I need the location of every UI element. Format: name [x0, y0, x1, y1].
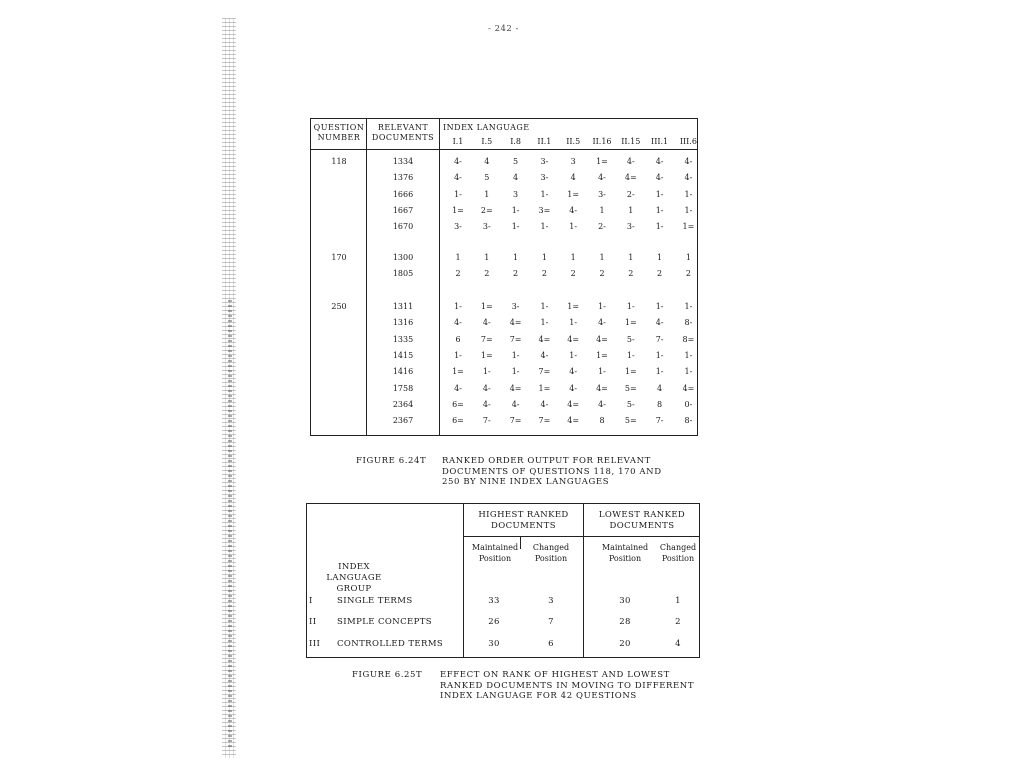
rank-value: 4- — [540, 350, 549, 360]
header-line: DOCUMENTS — [609, 521, 675, 531]
subheader-line: Position — [608, 554, 642, 563]
column-header: II.16 — [592, 137, 612, 146]
group-name: CONTROLLED TERMS — [337, 639, 444, 649]
figure-6-24t-label: FIGURE 6.24T — [356, 456, 427, 466]
rank-value: 7= — [538, 416, 551, 426]
header-question-line: NUMBER — [317, 133, 361, 142]
rank-value: 5- — [626, 399, 635, 409]
rank-value: 1- — [684, 350, 693, 360]
rank-value: 8- — [684, 416, 693, 426]
header-relevant-documents — [368, 123, 438, 143]
rank-value: 1= — [596, 157, 608, 166]
rank-value: 1- — [655, 350, 664, 360]
rank-value: 4 — [657, 383, 663, 393]
rank-value: 0- — [684, 399, 693, 409]
header-relevant-line: RELEVANT — [377, 123, 429, 132]
rank-value: 1- — [626, 350, 635, 360]
rank-value: 2 — [484, 269, 490, 279]
count-value: 2 — [675, 617, 681, 627]
rank-value: 6 — [455, 334, 461, 344]
rank-value: 1- — [569, 222, 578, 232]
rank-value: 4= — [682, 383, 695, 393]
count-value: 33 — [488, 596, 500, 606]
count-value: 30 — [488, 639, 500, 649]
header-line: DOCUMENTS — [491, 521, 556, 531]
rank-value: 3- — [482, 222, 491, 232]
rank-value: 1- — [540, 318, 549, 328]
header-lowest-ranked — [584, 510, 700, 532]
relevant-document-id: 1667 — [392, 205, 414, 215]
rank-value: 8 — [599, 416, 605, 426]
rank-value: 8 — [657, 399, 663, 409]
header-divider — [311, 149, 697, 150]
rank-value: 8- — [684, 318, 693, 328]
rank-value: 2 — [628, 269, 634, 279]
rank-value: 4- — [598, 399, 606, 409]
rank-value: 4- — [482, 383, 491, 393]
subheader-maintained-lowest — [597, 542, 653, 564]
group-number: I — [309, 596, 313, 606]
rank-value: 4= — [624, 173, 637, 183]
rank-value: 4- — [569, 367, 578, 377]
rank-value: 5= — [624, 416, 637, 426]
header-line: GROUP — [336, 584, 372, 594]
subheader-changed-lowest — [655, 542, 701, 564]
rank-value: 2 — [455, 269, 461, 279]
column-divider — [439, 119, 440, 435]
rank-value: 1- — [569, 350, 578, 360]
column-header: I.5 — [481, 137, 493, 146]
rank-value: 4= — [567, 399, 580, 409]
column-header: I.1 — [452, 137, 464, 146]
rank-value: 1= — [538, 383, 551, 393]
count-value: 20 — [619, 639, 631, 649]
relevant-document-id: 1758 — [392, 383, 414, 393]
subheader-line: Position — [534, 554, 568, 563]
rank-value: 1= — [480, 350, 493, 360]
rank-value: 1- — [511, 205, 520, 215]
rank-value: 1 — [484, 189, 490, 199]
rank-value: 4- — [655, 157, 664, 166]
subheader-line: Position — [478, 554, 512, 563]
rank-value: 1 — [484, 253, 490, 262]
header-line: LOWEST RANKED — [598, 510, 686, 520]
subheader-line: Changed — [659, 543, 697, 552]
rank-value: 2 — [570, 269, 576, 279]
caption-line: RANKED DOCUMENTS IN MOVING TO DIFFERENT — [440, 680, 695, 691]
rank-value: 1- — [684, 189, 693, 199]
rank-value: 4= — [596, 383, 608, 393]
rank-value: 4 — [570, 173, 576, 183]
rank-value: 1= — [567, 302, 580, 311]
column-header: III.6 — [679, 137, 697, 146]
rank-value: 2= — [480, 205, 493, 215]
rank-value: 4= — [567, 416, 580, 426]
count-value: 7 — [548, 617, 554, 627]
rank-value: 4- — [482, 318, 491, 328]
caption-line: 250 BY NINE INDEX LANGUAGES — [442, 477, 610, 487]
rank-value: 4- — [684, 173, 693, 183]
rank-value: 7- — [655, 416, 664, 426]
rank-value: 1 — [657, 253, 663, 262]
rank-value: 2 — [685, 269, 691, 279]
rank-value: 3- — [540, 173, 549, 183]
rank-effect-table — [306, 503, 700, 658]
relevant-document-id: 1311 — [392, 302, 414, 311]
rank-value: 1- — [511, 350, 520, 360]
rank-value: 4- — [482, 399, 491, 409]
rank-value: 1= — [480, 302, 493, 311]
rank-value: 4- — [569, 383, 578, 393]
header-divider — [463, 536, 699, 537]
rank-value: 5 — [513, 157, 519, 166]
rank-value: 1- — [655, 367, 664, 377]
rank-value: 4- — [454, 383, 462, 393]
rank-value: 3- — [511, 302, 520, 311]
rank-value: 1- — [598, 367, 606, 377]
rank-value: 1- — [684, 302, 693, 311]
rank-value: 4= — [567, 334, 580, 344]
group-number: II — [309, 617, 317, 627]
rank-value: 1- — [655, 189, 664, 199]
rank-value: 2 — [513, 269, 519, 279]
rank-value: 1 — [570, 253, 576, 262]
rank-value: 4- — [569, 205, 578, 215]
rank-value: 3- — [454, 222, 462, 232]
rank-value: 1= — [596, 350, 608, 360]
rank-value: 1- — [454, 302, 462, 311]
figure-6-25t-label: FIGURE 6.25T — [352, 670, 423, 680]
rank-value: 1- — [540, 222, 549, 232]
rank-value: 3- — [598, 189, 606, 199]
relevant-document-id: 1415 — [392, 350, 414, 360]
rank-value: 1= — [682, 222, 695, 232]
figure-6-24t-caption — [442, 456, 662, 488]
rank-value: 4= — [509, 318, 522, 328]
subheader-line: Maintained — [471, 543, 519, 552]
rank-value: 1 — [628, 205, 634, 215]
rank-value: 1 — [685, 253, 691, 262]
rank-value: 1= — [624, 318, 637, 328]
rank-value: 5 — [484, 173, 490, 183]
rank-value: 7- — [655, 334, 664, 344]
rank-value: 2- — [598, 222, 606, 232]
rank-value: 1- — [454, 189, 462, 199]
subheader-line: Changed — [532, 543, 570, 552]
rank-value: 1- — [598, 302, 606, 311]
rank-value: 4- — [655, 173, 664, 183]
header-question-number — [313, 123, 365, 143]
rank-value: 1 — [455, 253, 461, 262]
header-index-language-group — [311, 562, 397, 595]
rank-value: 3= — [538, 205, 551, 215]
rank-value: 1= — [452, 367, 464, 377]
rank-value: 4- — [598, 173, 606, 183]
rank-value: 1- — [684, 205, 693, 215]
rank-value: 4- — [655, 318, 664, 328]
rank-value: 2 — [657, 269, 663, 279]
column-header: II.5 — [566, 137, 581, 146]
rank-value: 5= — [624, 383, 637, 393]
rank-value: 4- — [454, 157, 462, 166]
relevant-document-id: 2364 — [392, 399, 414, 409]
relevant-document-id: 1316 — [392, 318, 414, 328]
rank-value: 4= — [538, 334, 551, 344]
rank-value: 7= — [538, 367, 551, 377]
rank-value: 3- — [540, 157, 549, 166]
page-number: - 242 - — [488, 24, 519, 34]
rank-value: 1 — [628, 253, 634, 262]
relevant-document-id: 1376 — [392, 173, 414, 183]
count-value: 30 — [619, 596, 631, 606]
rank-value: 5- — [626, 334, 635, 344]
rank-value: 3 — [570, 157, 576, 166]
figure-6-25t-caption — [440, 670, 694, 702]
rank-value: 1- — [655, 205, 664, 215]
count-value: 1 — [675, 596, 681, 606]
rank-value: 4- — [598, 318, 606, 328]
rank-value: 6= — [452, 416, 464, 426]
rank-value: 7- — [482, 416, 491, 426]
rank-value: 1= — [624, 367, 637, 377]
relevant-document-id: 1805 — [392, 269, 414, 279]
rank-value: 7= — [509, 416, 522, 426]
rank-value: 2- — [626, 189, 635, 199]
caption-line: EFFECT ON RANK OF HIGHEST AND LOWEST — [440, 670, 670, 680]
rank-value: 7= — [480, 334, 493, 344]
rank-value: 3 — [513, 189, 519, 199]
header-relevant-line: DOCUMENTS — [371, 133, 435, 142]
column-header: II.1 — [537, 137, 552, 146]
rank-value: 4- — [626, 157, 635, 166]
rank-value: 4- — [454, 318, 462, 328]
count-value: 4 — [675, 639, 681, 649]
subheader-line: Maintained — [601, 543, 649, 552]
count-value: 28 — [619, 617, 631, 627]
rank-value: 4- — [684, 157, 693, 166]
relevant-document-id: 1670 — [392, 222, 414, 232]
rank-value: 1- — [655, 302, 664, 311]
rank-value: 4- — [540, 399, 549, 409]
rank-value: 4= — [596, 334, 608, 344]
rank-value: 1- — [482, 367, 491, 377]
question-number: 118 — [331, 157, 347, 166]
subheader-line: Position — [661, 554, 695, 563]
rank-value: 4- — [511, 399, 520, 409]
group-name: SINGLE TERMS — [337, 596, 413, 606]
subheader-changed-highest — [525, 542, 577, 564]
rank-value: 1 — [541, 253, 547, 262]
rank-value: 1= — [452, 205, 464, 215]
caption-line: RANKED ORDER OUTPUT FOR RELEVANT — [442, 456, 651, 466]
rank-value: 1- — [684, 367, 693, 377]
relevant-document-id: 1300 — [392, 253, 414, 262]
rank-value: 1- — [626, 302, 635, 311]
group-name: SIMPLE CONCEPTS — [337, 617, 432, 627]
column-header: III.1 — [651, 137, 669, 146]
relevant-document-id: 1666 — [392, 189, 414, 199]
rank-value: 1 — [599, 253, 605, 262]
relevant-document-id: 2367 — [392, 416, 414, 426]
rank-value: 4= — [509, 383, 522, 393]
rank-value: 6= — [452, 399, 464, 409]
subheader-maintained-highest — [467, 542, 523, 564]
rank-value: 1- — [569, 318, 578, 328]
column-divider — [366, 119, 367, 435]
rank-value: 1- — [540, 302, 549, 311]
header-line: INDEX LANGUAGE — [326, 562, 382, 583]
group-number: III — [309, 639, 321, 649]
rank-value: 1 — [513, 253, 519, 262]
ranked-order-table — [310, 118, 698, 436]
caption-line: DOCUMENTS OF QUESTIONS 118, 170 AND — [442, 466, 662, 477]
rank-value: 1= — [567, 189, 580, 199]
rank-value: 8= — [682, 334, 695, 344]
question-number: 170 — [331, 253, 347, 262]
rank-value: 4 — [484, 157, 490, 166]
rank-value: 2 — [541, 269, 547, 279]
relevant-document-id: 1334 — [392, 157, 414, 166]
column-header: I.8 — [510, 137, 521, 146]
count-value: 3 — [548, 596, 554, 606]
rank-value: 1- — [454, 350, 462, 360]
column-header: II.15 — [621, 137, 641, 146]
caption-line: INDEX LANGUAGE FOR 42 QUESTIONS — [440, 691, 637, 701]
question-number: 250 — [331, 302, 347, 311]
header-index-language: INDEX LANGUAGE — [443, 123, 530, 132]
rank-value: 1- — [511, 367, 520, 377]
rank-value: 1- — [655, 222, 664, 232]
relevant-document-id: 1416 — [392, 367, 414, 377]
rank-value: 1- — [511, 222, 520, 232]
scan-binding-edge-detail — [228, 300, 232, 750]
rank-value: 4- — [454, 173, 462, 183]
relevant-document-id: 1335 — [392, 334, 414, 344]
header-highest-ranked — [464, 510, 583, 532]
rank-value: 2 — [599, 269, 605, 279]
header-line: HIGHEST RANKED — [478, 510, 569, 520]
count-value: 6 — [548, 639, 554, 649]
header-question-line: QUESTION — [313, 123, 365, 132]
count-value: 26 — [488, 617, 500, 627]
rank-value: 7= — [509, 334, 522, 344]
rank-value: 3- — [626, 222, 635, 232]
rank-value: 4 — [513, 173, 519, 183]
rank-value: 1- — [540, 189, 549, 199]
rank-value: 1 — [599, 205, 605, 215]
